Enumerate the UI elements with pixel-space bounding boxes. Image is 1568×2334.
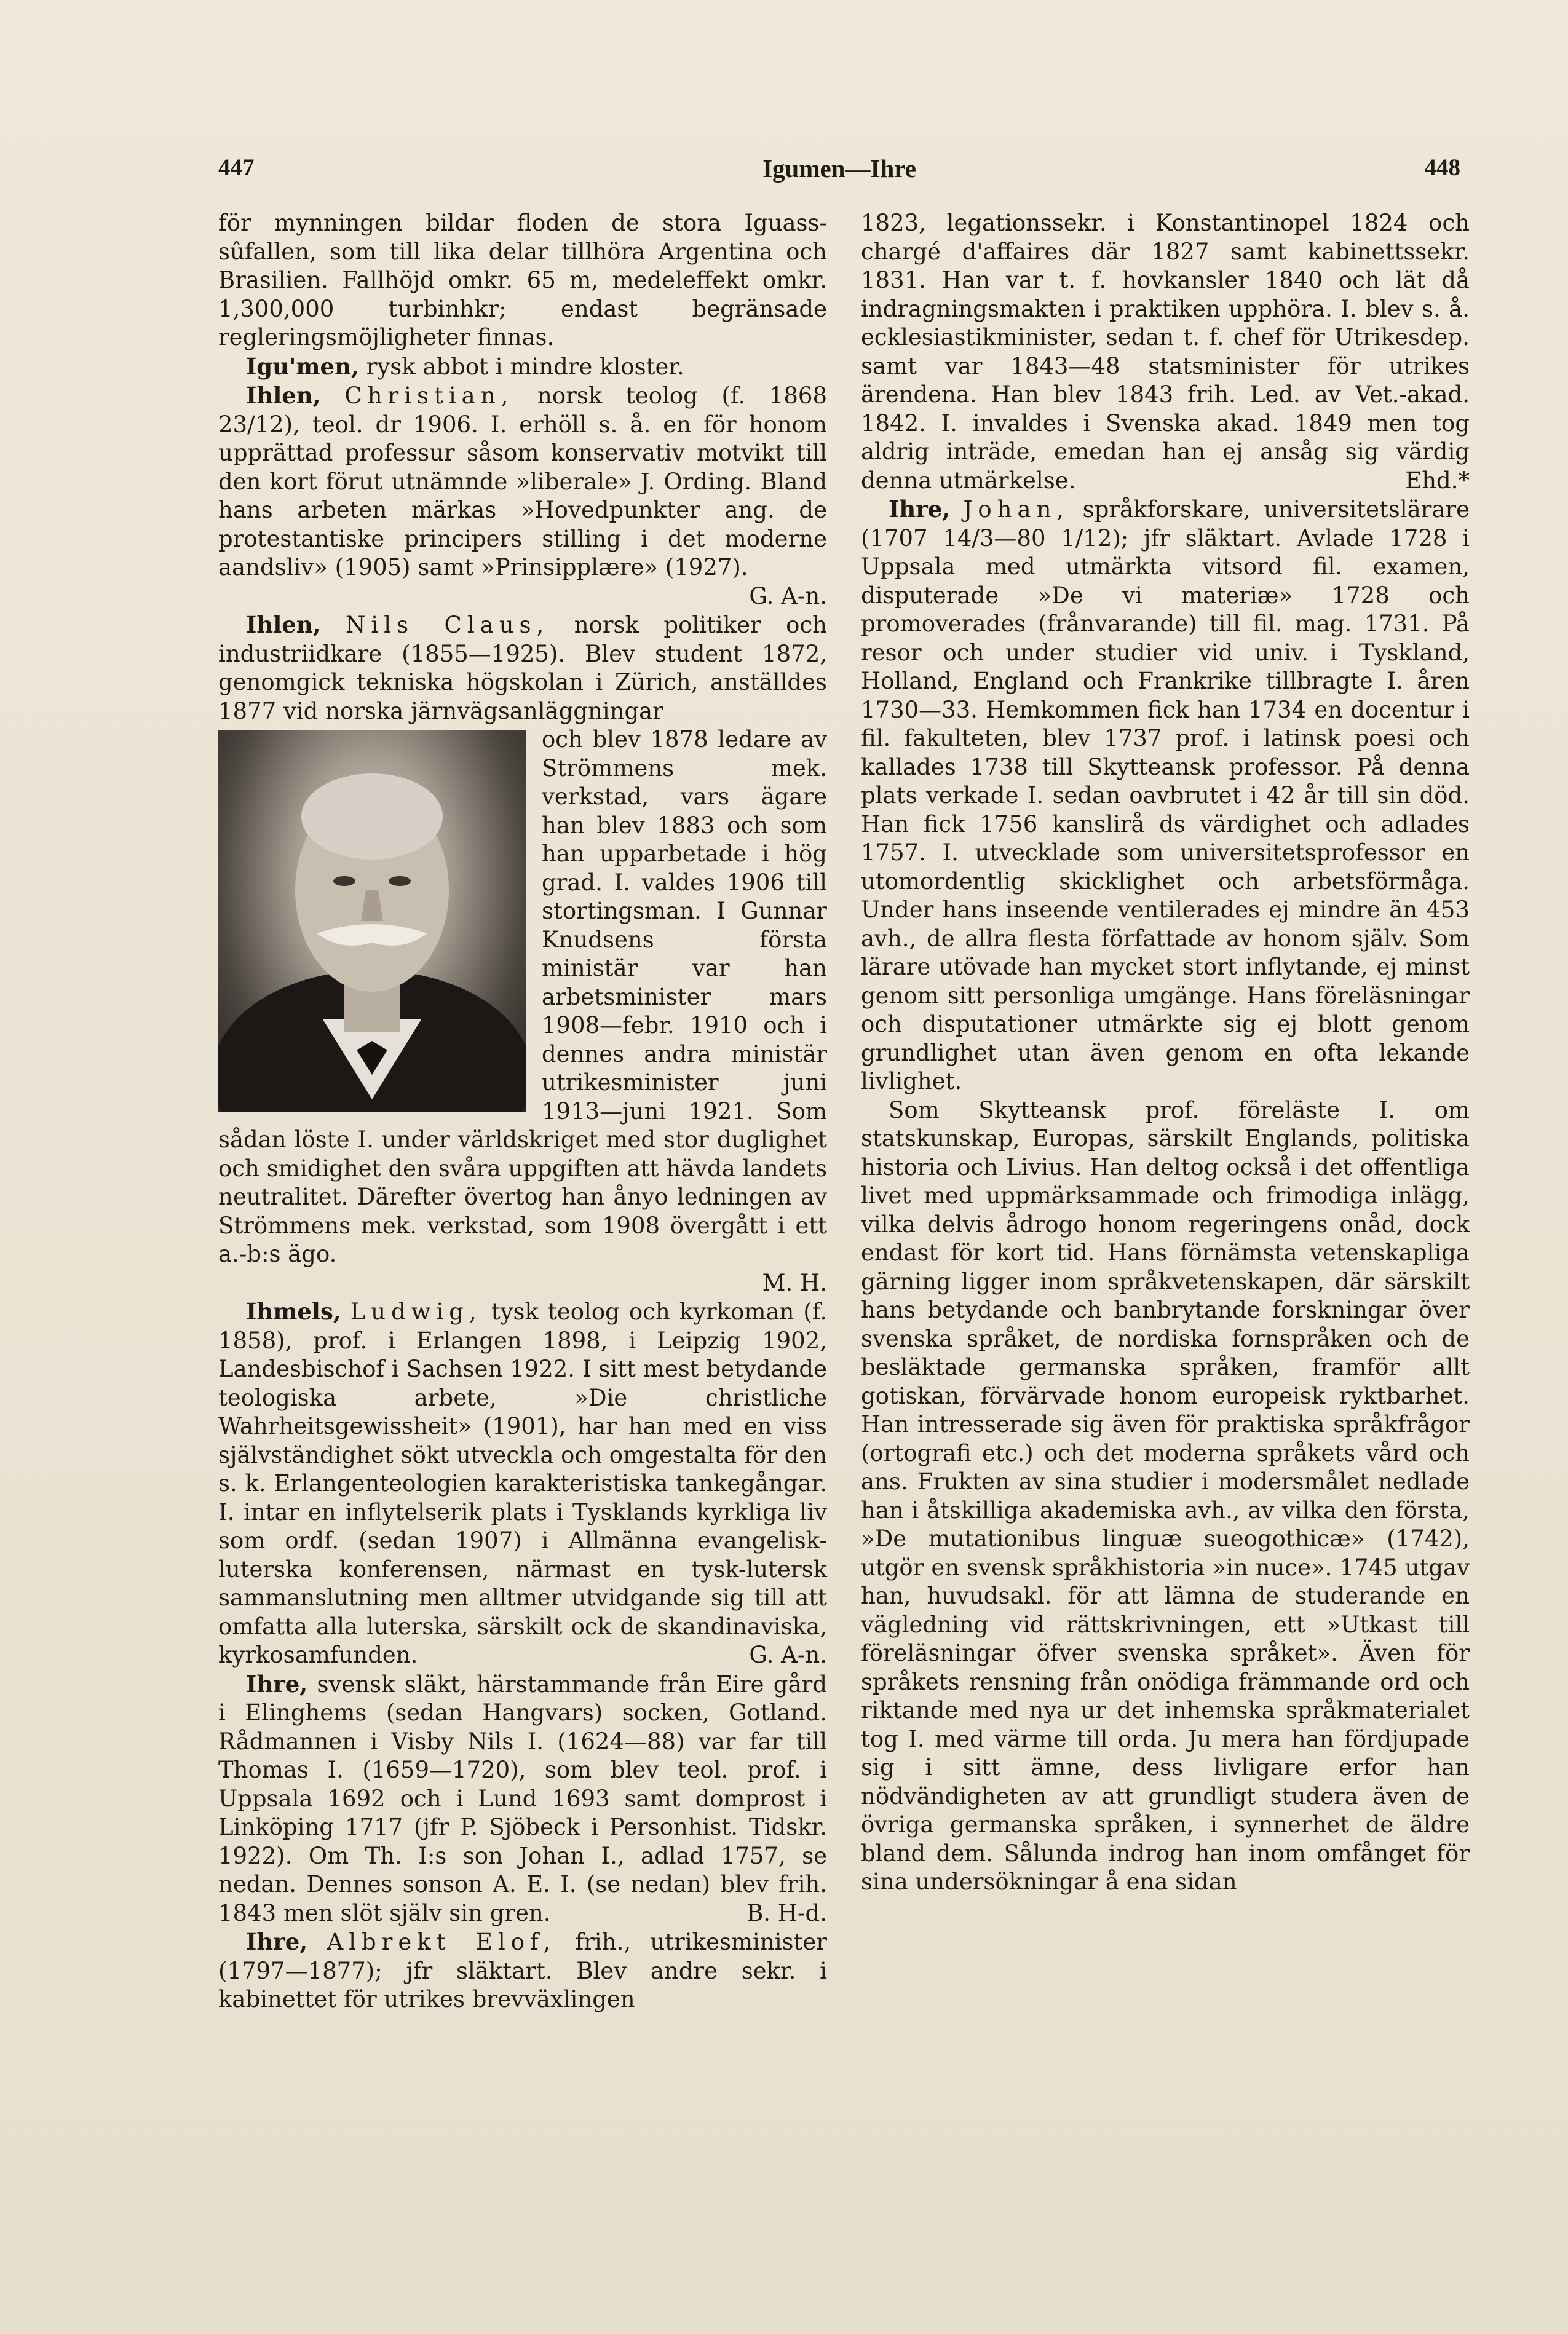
author-signature: Ehd.* xyxy=(1405,467,1470,494)
entry-igumen: Igu'men, rysk abbot i mindre kloster. xyxy=(246,352,684,380)
author-signature: B. H-d. xyxy=(746,1899,827,1926)
entry-headword: Ihre, xyxy=(246,1928,308,1955)
page-number-left: 447 xyxy=(218,154,255,181)
portrait-drawing xyxy=(218,730,526,1112)
entry-ihlen-christian: Ihlen, Christian, norsk teolog (f. 1868 23/12), teol. dr 1906. I. erhöll s. å. en för honom upprättad professur såsom konservativ motvikt till den kort förut utnämnde »liberale» J. Ording. Bland hans arbeten märkas »Hovedpunkter ang. de protestantiske principers stilling i det moderne aandsliv» (1905) samt »Prinsipplære» (1927). G. A-n. xyxy=(218,381,827,611)
ihlen-nils-continuation: och blev 1878 ledare av Strömmens mek. verkstad, vars ägare han blev 1883 och som han upparbetade i hög grad. I. valdes 1906 till stortingsman. I Gunnar Knudsens första ministär var han arbetsminister mars 1908—febr. 1910 och i dennes andra ministär utrikesminister juni 1913—juni 1921. Som sådan löste I. under världskriget med stor duglighet och smidighet den svåra uppgiften att hävda landets neutralitet. Därefter övertog han ånyo ledningen av Strömmens mek. verkstad, som 1908 övergått i ett a.-b:s ägo. xyxy=(218,726,827,1267)
iguassu-continuation: för mynningen bildar floden de stora Iguass-sûfallen, som till lika delar tillhöra Argentina och Brasilien. Fallhöjd omkr. 65 m, medeleffekt omkr. 1,300,000 turbinhkr; endast begränsade regleringsmöjligheter finnas. xyxy=(218,210,827,350)
entry-headword: Ihlen, xyxy=(246,382,321,409)
entry-ihlen-nils: Ihlen, Nils Claus, norsk politiker och industriidkare (1855—1925). Blev student 1872, genomgick tekniska högskolan i Zürich, anställdes 1877 vid norska järnvägsanläggningar xyxy=(218,611,828,724)
left-column xyxy=(218,209,827,2014)
entry-headword: Ihmels, xyxy=(246,1298,341,1325)
entry-headword: Ihlen, xyxy=(246,611,321,638)
entry-headword: Igu'men, xyxy=(246,352,359,380)
author-signature: G. A-n. xyxy=(749,1642,827,1668)
entry-ihre-family: Ihre, svensk släkt, härstammande från Eire gård i Elinghems (sedan Hangvars) socken, Gotland. Rådmannen i Visby Nils I. (1624—88) var far till Thomas I. (1659—1720), som blev teol. prof. i Uppsala 1692 och i Lund 1693 samt domprost i Linköping 1717 (jfr P. Sjöbeck i Personhist. Tidskr. 1922). Om Th. I:s son Johan I., adlad 1757, se nedan. Dennes sonson A. E. I. (se nedan) blev frih. 1843 men slöt själv sin gren. B. H-d. xyxy=(218,1670,827,1928)
page-number-right: 448 xyxy=(1424,154,1460,181)
entry-ihmels: Ihmels, Ludwig, tysk teolog och kyrkoman (f. 1858), prof. i Erlangen 1898, i Leipzig 1902, Landesbischof i Sachsen 1922. I sitt mest betydande teologiska arbete, »Die christliche Wahrheitsgewissheit» (1901), har han med en viss självständighet sökt utveckla och omgestalta för den s. k. Erlangenteologien karakteristiska tankegångar. I. intar en inflytelserik plats i Tysklands kyrkliga liv som ordf. (sedan 1907) i Allmänna evangelisk-luterska konferensen, närmast en tysk-lutersk sammanslutning men alltmer utvidgande sig till att omfatta alla luterska, särskilt ock de skandinaviska, kyrkosamfunden. G. A-n. xyxy=(218,1297,827,1670)
running-head: Igumen—Ihre xyxy=(762,154,916,183)
entry-ihre-albrekt: Ihre, Albrekt Elof, frih., utrikesminister (1797—1877); jfr släktart. Blev andre sekr. i kabinettet för utrikes brevväxlingen xyxy=(218,1928,827,2012)
ihre-johan-paragraph-2: Som Skytteansk prof. föreläste I. om statskunskap, Europas, särskilt Englands, politiska historia och Livius. Han deltog också i det offentliga livet med uppmärksammade och frimodiga inlägg, vilka delvis ådrogo honom regeringens onåd, dock endast för kort tid. Hans förnämsta vetenskapliga gärning ligger inom språkvetenskapen, där särskilt hans betydande och banbrytande forskningar över svenska språket, de nordiska fornspråken och de besläktade germanska språken, framför allt gotiskan, förvärvade honom europeisk ryktbarhet. Han intresserade sig även för praktiska språkfrågor (ortografi etc.) och det moderna språkets vård och ans. Frukten av sina studier i modersmålet nedlade han i åtskilliga akademiska avh., av vilka den första, »De mutationibus linguæ sueogothicæ» (1742), utgör en svensk språkhistoria »in nuce». 1745 utgav han, huvudsakl. för att lämna de studerande en vägledning vid rättskrivningen, ett »Utkast till föreläsningar öfver svenska språket». Även för språkets rensning från onödiga främmande ord och riktande med nya ur det inhemska språkmaterialet tog I. med värme till orda. Ju mera han fördjupade sig i sitt ämne, dess livligare erfor han nödvändigheten av att grundligt studera även de övriga germanska språken, i synnerhet de äldre bland dem. Sålunda indrog han inom omfånget för sina undersökningar å ena sidan xyxy=(861,1096,1470,1895)
right-column xyxy=(861,209,1470,1897)
entry-headword: Ihre, xyxy=(246,1670,308,1698)
ihlen-nils-signature-line xyxy=(218,1269,827,1298)
page-header xyxy=(218,154,1460,191)
entry-headword: Ihre, xyxy=(889,496,951,523)
author-signature: G. A-n. xyxy=(749,582,827,609)
entry-ihre-johan: Ihre, Johan, språkforskare, universitetslärare (1707 14/3—80 1/12); jfr släktart. Avlade 1728 i Uppsala med utmärkta vitsord fil. examen, disputerade »De vi materiæ» 1728 och promoverades (frånvarande) till fil. mag. 1731. På resor och under studier vid univ. i Tyskland, Holland, England och Frankrike tillbragte I. åren 1730—33. Hemkommen fick han 1734 en docentur i fil. fakulteten, blev 1737 prof. i latinsk poesi och kallades 1738 till Skytteansk professor. På denna plats verkade I. sedan oavbrutet i 42 år till sin död. Han fick 1756 kanslirå ds värdighet och adlades 1757. I. utvecklade som universitetsprofessor en utomordentlig skicklighet och arbetsförmåga. Under hans inseende ventilerades ej mindre än 453 avh., de allra flesta författade av honom själv. Som lärare utövade han mycket stort inflytande, ej minst genom sitt personliga umgänge. Hans föreläsningar och disputationer utmärkte sig ej blott genom grundlighet utan även genom en ofta lekande livlighet. xyxy=(861,496,1470,1094)
ihre-albrekt-continuation: 1823, legationssekr. i Konstantinopel 1824 och chargé d'affaires där 1827 samt kabinettssekr. 1831. Han var t. f. hovkansler 1840 och lät då indragningsmakten i praktiken upphöra. I. blev s. å. ecklesiastikminister, sedan t. f. chef för Utrikesdep. samt var 1843—48 statsminister för utrikes ärendena. Han blev 1843 frih. Led. av Vet.-akad. 1842. I. invaldes i Svenska akad. 1849 men tog aldrig inträde, emedan han ej ansåg sig värdig denna utmärkelse. Ehd.* xyxy=(861,209,1470,495)
author-signature: M. H. xyxy=(762,1269,827,1296)
portrait-photo-nils-claus-ihlen xyxy=(218,730,526,1112)
